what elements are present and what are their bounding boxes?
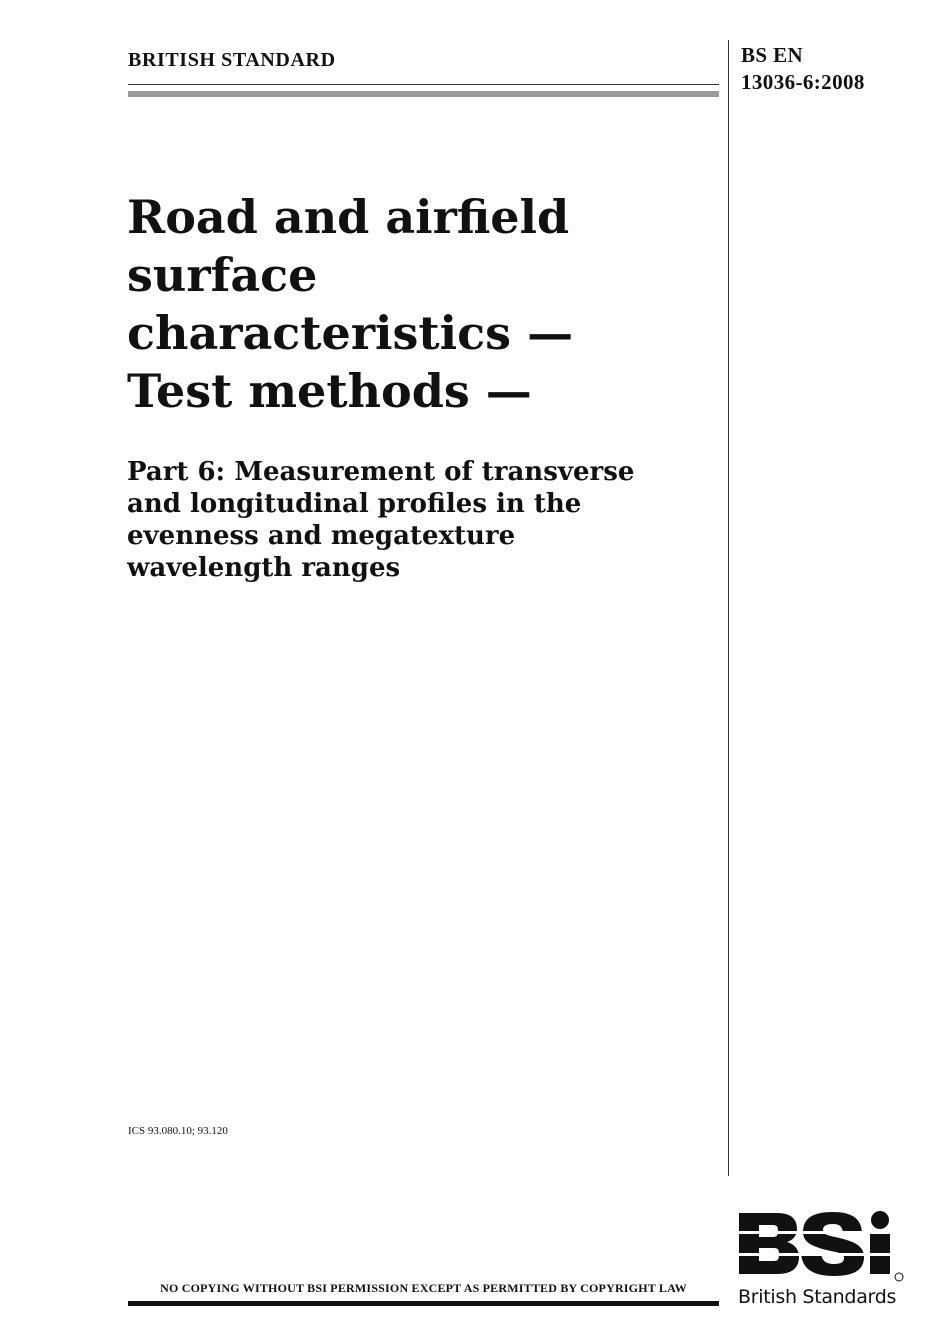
title-line: characteristics — <box>127 306 574 360</box>
part-title-line: Part 6: Measurement of transverse <box>127 457 635 487</box>
title-line: surface <box>127 248 318 302</box>
logo-caption: British Standards <box>738 1286 897 1308</box>
part-title-line: wavelength ranges <box>127 553 401 583</box>
column-divider <box>728 40 729 1176</box>
title-line: Test methods — <box>127 364 532 418</box>
standard-number-line: BS EN <box>741 43 804 67</box>
header-rule-thin <box>128 84 719 85</box>
ics-code: ICS 93.080.10; 93.120 <box>128 1125 228 1137</box>
bsi-wordmark-icon <box>737 1210 907 1290</box>
standard-number <box>741 42 865 96</box>
bsi-logo <box>737 1210 907 1312</box>
standard-number-line: 13036-6:2008 <box>741 70 865 94</box>
copyright-notice: NO COPYING WITHOUT BSI PERMISSION EXCEPT AS PERMITTED BY COPYRIGHT LAW <box>160 1281 687 1295</box>
footer-rule <box>128 1301 719 1306</box>
part-title-line: evenness and megatexture <box>127 521 516 551</box>
header-rule-thick <box>128 91 719 97</box>
title-line: Road and airfield <box>127 190 570 244</box>
part-title-line: and longitudinal profiles in the <box>127 489 582 519</box>
standard-type-label: BRITISH STANDARD <box>128 49 336 71</box>
document-title <box>127 188 717 420</box>
part-title <box>127 456 717 584</box>
